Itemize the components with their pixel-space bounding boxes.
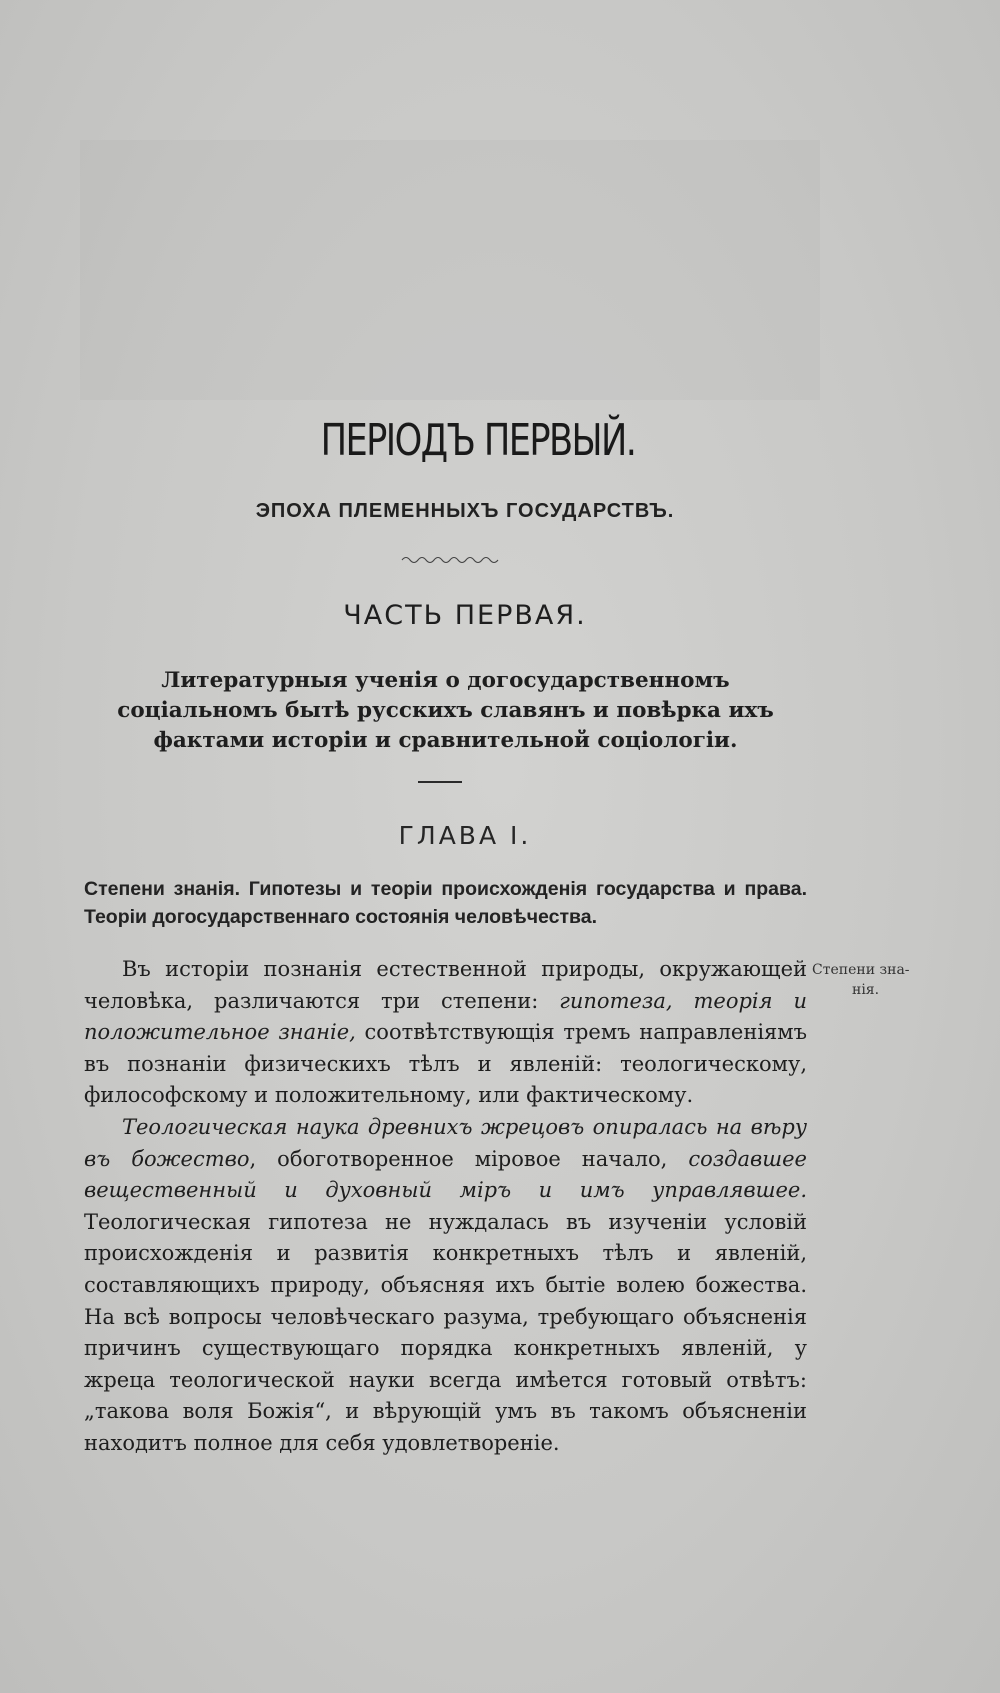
margin-note-line: Степени зна-	[812, 962, 910, 978]
ornament-divider	[400, 553, 500, 565]
chapter-title: ГЛАВА I.	[398, 821, 532, 850]
paragraph	[84, 1112, 807, 1460]
paragraph-italic-text: Теологическая наука древнихъ жрецовъ опиралась на вѣру въ божество	[84, 1114, 807, 1171]
part-subtitle: Литературныя ученія о догосударственномъ соціальномъ бытѣ русскихъ славянъ и повѣрка ихъ фактами исторіи и сравнительной соціологіи.	[117, 668, 774, 753]
epoch-title: ЭПОХА ПЛЕМЕННЫХЪ ГОСУДАРСТВЪ.	[255, 500, 675, 522]
period-title: ПЕРІОДЪ ПЕРВЫЙ.	[320, 415, 636, 466]
margin-note	[812, 960, 932, 1000]
chapter-subtitle: Степени знанія. Гипотезы и теоріи происхожденія государства и права. Теоріи догосударственнаго состоянія человѣчества.	[84, 878, 807, 928]
paragraph-text: , обоготворенное міровое начало,	[249, 1146, 689, 1171]
paragraph-text: Въ исторіи познанія естественной природы, окружающей человѣка, различаются три степени:	[84, 957, 807, 1013]
section-rule	[418, 781, 462, 783]
paragraph-text: соотвѣтствующія тремъ направленіямъ въ познаніи физическихъ тѣлъ и явленій: теологическому, философскому и положительному, или фактическому.	[84, 1020, 807, 1108]
part-title: ЧАСТЬ ПЕРВАЯ.	[343, 600, 587, 631]
paragraph-italic-text: создавшее вещественный и духовный міръ и имъ управлявшее.	[84, 1146, 807, 1203]
margin-note-line: нія.	[852, 982, 880, 998]
body-text	[84, 954, 807, 1460]
bleed-through-shadow	[80, 140, 820, 400]
paragraph-text: Теологическая гипотеза не нуждалась въ изученіи условій происхожденія и развитія конкретныхъ тѣлъ и явленій, составляющихъ природу, объясняя ихъ бытіе волею божества. На всѣ вопросы человѣческаго разума, требующаго объясненія причинъ существующаго порядка конкретныхъ явленій, у жреца теологической науки всегда имѣется готовый отвѣтъ: „такова воля Божія“, и вѣрующій умъ въ такомъ объясненіи находитъ полное для себя удовлетвореніе.	[84, 1209, 807, 1455]
paragraph-italic-text: гипотеза, теорія и положительное знаніе,	[84, 988, 807, 1045]
paragraph	[84, 954, 807, 1112]
